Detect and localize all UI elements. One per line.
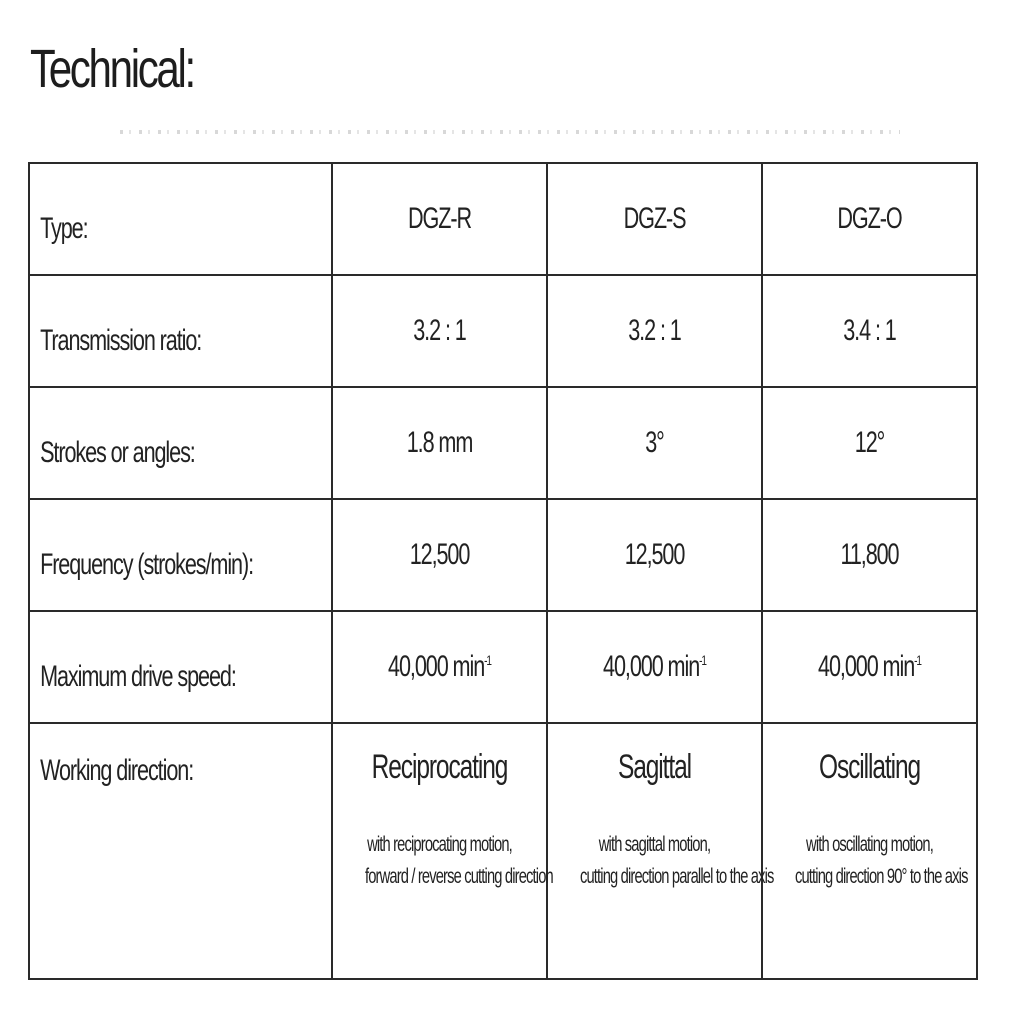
- working-direction-description-s: [579, 829, 774, 893]
- row-label: Transmission ratio:: [40, 324, 202, 357]
- working-direction-s: Sagittal: [617, 748, 692, 786]
- unit-exponent: -1: [914, 652, 921, 668]
- description-line: with reciprocating motion,: [367, 833, 512, 856]
- table-row-strokes-or-angles: [29, 387, 977, 499]
- description-line: cutting direction 90° to the axis: [794, 865, 968, 888]
- strokes-value-s: 3°: [645, 426, 664, 459]
- frequency-value-r: 12,500: [409, 538, 470, 571]
- description-line: with oscillating motion,: [806, 833, 933, 856]
- unit-exponent: -1: [699, 652, 706, 668]
- type-value-r: DGZ-R: [408, 202, 471, 235]
- table-row-type: [29, 163, 977, 275]
- table-row-working-direction: [29, 723, 977, 979]
- technical-spec-table: [28, 162, 978, 980]
- description-line: cutting direction parallel to the axis: [579, 865, 774, 888]
- max-speed-value: 40,000 min: [388, 650, 485, 683]
- max-speed-s: [578, 612, 731, 684]
- type-value-s: DGZ-S: [623, 202, 686, 235]
- row-label: Strokes or angles:: [40, 436, 195, 469]
- row-label: Maximum drive speed:: [40, 660, 236, 693]
- strokes-value-r: 1.8 mm: [406, 426, 473, 459]
- row-label: Working direction:: [40, 754, 194, 787]
- row-label: Frequency (strokes/min):: [40, 548, 254, 581]
- working-direction-r: Reciprocating: [371, 748, 508, 786]
- table-row-transmission-ratio: [29, 275, 977, 387]
- scan-artifact-line: [120, 130, 900, 134]
- frequency-value-s: 12,500: [624, 538, 685, 571]
- frequency-value-o: 11,800: [840, 538, 899, 571]
- unit-exponent: -1: [484, 652, 491, 668]
- type-value-o: DGZ-O: [837, 202, 902, 235]
- working-direction-description-r: [364, 829, 553, 893]
- max-speed-r: [363, 612, 516, 684]
- working-direction-description-o: [794, 829, 968, 893]
- table-row-frequency: [29, 499, 977, 611]
- description-line: with sagittal motion,: [598, 833, 711, 856]
- transmission-ratio-r: 3.2 : 1: [413, 314, 466, 347]
- working-direction-o: Oscillating: [818, 748, 921, 786]
- page-title: Technical:: [30, 39, 194, 99]
- transmission-ratio-o: 3.4 : 1: [843, 314, 896, 347]
- max-speed-value: 40,000 min: [818, 650, 915, 683]
- row-label: Type:: [40, 212, 88, 245]
- max-speed-o: [793, 612, 946, 684]
- max-speed-value: 40,000 min: [603, 650, 700, 683]
- transmission-ratio-s: 3.2 : 1: [628, 314, 681, 347]
- strokes-value-o: 12°: [854, 426, 885, 459]
- description-line: forward / reverse cutting direction: [364, 865, 553, 888]
- table-row-max-drive-speed: [29, 611, 977, 723]
